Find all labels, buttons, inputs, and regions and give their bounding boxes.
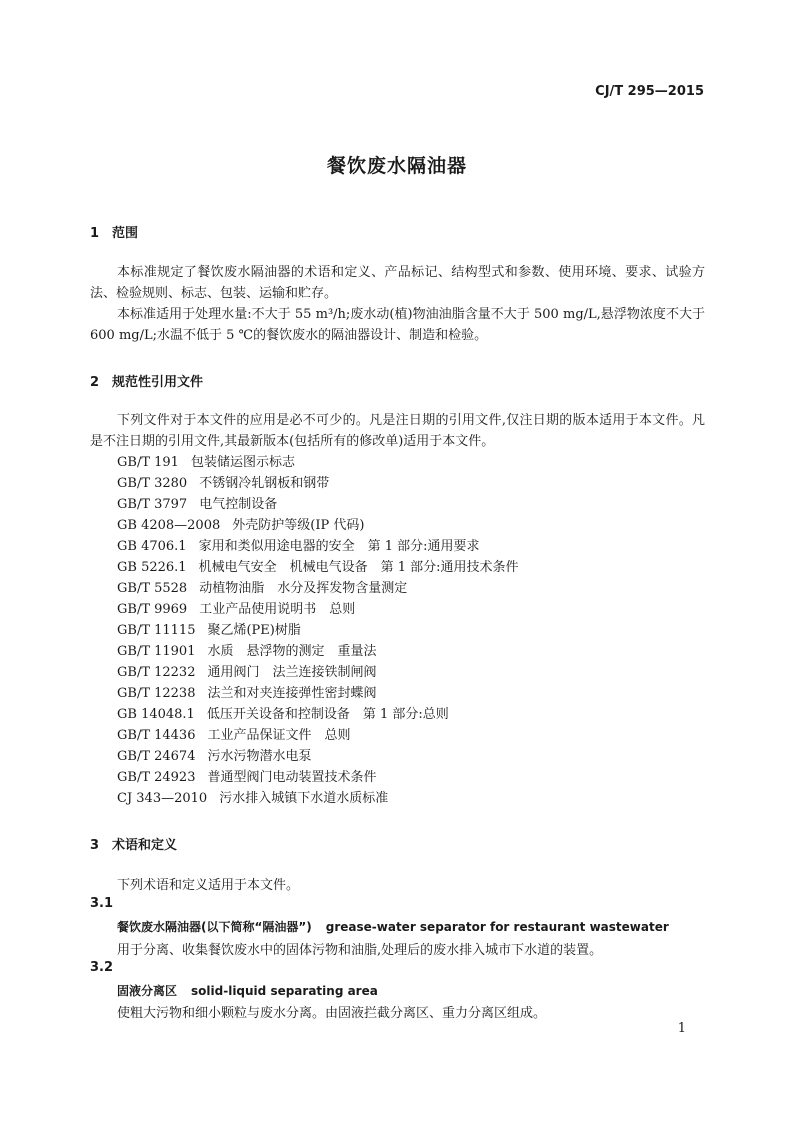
- reference-title: 通用阀门 法兰连接铁制闸阀: [207, 665, 377, 680]
- reference-item: [117, 599, 355, 620]
- term-heading: [117, 982, 378, 999]
- reference-title: 动植物油脂 水分及挥发物含量测定: [199, 581, 408, 596]
- reference-title: 污水污物潜水电泵: [207, 749, 312, 764]
- scope-text-1: 本标准规定了餐饮废水隔油器的术语和定义、产品标记、结构型式和参数、使用环境、要求、试验方法、检验规则、标志、包装、运输和贮存。: [90, 265, 705, 301]
- reference-item: [117, 620, 301, 641]
- term-heading: [117, 918, 669, 935]
- reference-item: [117, 515, 364, 536]
- reference-code: GB/T 9969: [117, 602, 188, 617]
- reference-title: 污水排入城镇下水道水质标准: [219, 791, 389, 806]
- reference-item: [117, 683, 377, 704]
- reference-item: [117, 662, 377, 683]
- term-definition: 使粗大污物和细小颗粒与废水分离。由固液拦截分离区、重力分离区组成。: [117, 1006, 547, 1021]
- reference-title: 家用和类似用途电器的安全 第 1 部分:通用要求: [198, 539, 480, 554]
- section-number: 1: [90, 226, 100, 241]
- reference-code: GB/T 3280: [117, 476, 188, 491]
- section-heading-scope: [90, 222, 138, 241]
- reference-code: GB/T 24923: [117, 770, 196, 785]
- reference-title: 水质 悬浮物的测定 重量法: [207, 644, 377, 659]
- reference-title: 普通型阀门电动装置技术条件: [207, 770, 377, 785]
- reference-title: 工业产品使用说明书 总则: [199, 602, 356, 617]
- reference-item: [117, 452, 295, 473]
- reference-code: GB/T 191: [117, 455, 179, 470]
- scope-paragraph-1: [90, 262, 705, 304]
- scope-paragraph-2: [90, 304, 705, 346]
- reference-code: GB/T 12238: [117, 686, 196, 701]
- reference-item: [117, 557, 518, 578]
- reference-item: [117, 788, 388, 809]
- reference-title: 电气控制设备: [199, 497, 278, 512]
- term-en: grease-water separator for restaurant wastewater: [325, 920, 669, 934]
- reference-item: [117, 704, 449, 725]
- terms-intro: 下列术语和定义适用于本文件。: [117, 878, 300, 893]
- reference-code: GB 14048.1: [117, 707, 195, 722]
- term-number: 3.1: [90, 896, 114, 911]
- reference-title: 外壳防护等级(IP 代码): [232, 518, 365, 533]
- reference-item: [117, 767, 377, 788]
- term-zh: 餐饮废水隔油器(以下简称“隔油器”): [117, 920, 312, 934]
- page-number: 1: [677, 1021, 686, 1036]
- reference-item: [117, 494, 277, 515]
- reference-title: 聚乙烯(PE)树脂: [207, 623, 301, 638]
- reference-code: GB/T 11115: [117, 623, 196, 638]
- reference-code: GB 4706.1: [117, 539, 187, 554]
- term-number: 3.2: [90, 960, 114, 975]
- reference-item: [117, 725, 351, 746]
- reference-code: CJ 343—2010: [117, 791, 208, 806]
- reference-title: 包装储运图示标志: [190, 455, 295, 470]
- reference-title: 机械电气安全 机械电气设备 第 1 部分:通用技术条件: [198, 560, 519, 575]
- reference-code: GB/T 14436: [117, 728, 196, 743]
- document-title: 餐饮废水隔油器: [326, 155, 467, 177]
- reference-item: [117, 473, 329, 494]
- section-title: 范围: [112, 226, 139, 241]
- reference-item: [117, 746, 312, 767]
- reference-code: GB/T 11901: [117, 644, 196, 659]
- reference-title: 工业产品保证文件 总则: [207, 728, 351, 743]
- section-number: 3: [90, 838, 100, 853]
- term-en: solid-liquid separating area: [191, 984, 378, 998]
- section-number: 2: [90, 375, 100, 390]
- reference-code: GB 4208—2008: [117, 518, 221, 533]
- reference-title: 低压开关设备和控制设备 第 1 部分:总则: [206, 707, 449, 722]
- section-heading-normative-references: [90, 371, 203, 390]
- scope-text-2: 本标准适用于处理水量:不大于 55 m³/h;废水动(植)物油油脂含量不大于 500 mg/L,悬浮物浓度不大于 600 mg/L;水温不低于 5 ℃的餐饮废水的隔油器设计、制造和检验。: [90, 307, 705, 343]
- normative-intro-paragraph: [90, 410, 705, 452]
- standard-code: CJ/T 295—2015: [595, 84, 704, 99]
- reference-code: GB/T 12232: [117, 665, 196, 680]
- section-title: 规范性引用文件: [112, 375, 204, 390]
- normative-intro-text: 下列文件对于本文件的应用是必不可少的。凡是注日期的引用文件,仅注日期的版本适用于本文件。凡是不注日期的引用文件,其最新版本(包括所有的修改单)适用于本文件。: [90, 413, 705, 449]
- reference-title: 法兰和对夹连接弹性密封蝶阀: [207, 686, 377, 701]
- reference-item: [117, 641, 377, 662]
- reference-item: [117, 578, 407, 599]
- reference-code: GB/T 24674: [117, 749, 196, 764]
- reference-code: GB 5226.1: [117, 560, 187, 575]
- reference-title: 不锈钢冷轧钢板和钢带: [199, 476, 330, 491]
- section-title: 术语和定义: [112, 838, 178, 853]
- reference-code: GB/T 5528: [117, 581, 188, 596]
- term-definition: 用于分离、收集餐饮废水中的固体污物和油脂,处理后的废水排入城市下水道的装置。: [117, 943, 603, 958]
- reference-item: [117, 536, 479, 557]
- section-heading-terms: [90, 834, 177, 853]
- term-zh: 固液分离区: [117, 984, 178, 998]
- reference-code: GB/T 3797: [117, 497, 188, 512]
